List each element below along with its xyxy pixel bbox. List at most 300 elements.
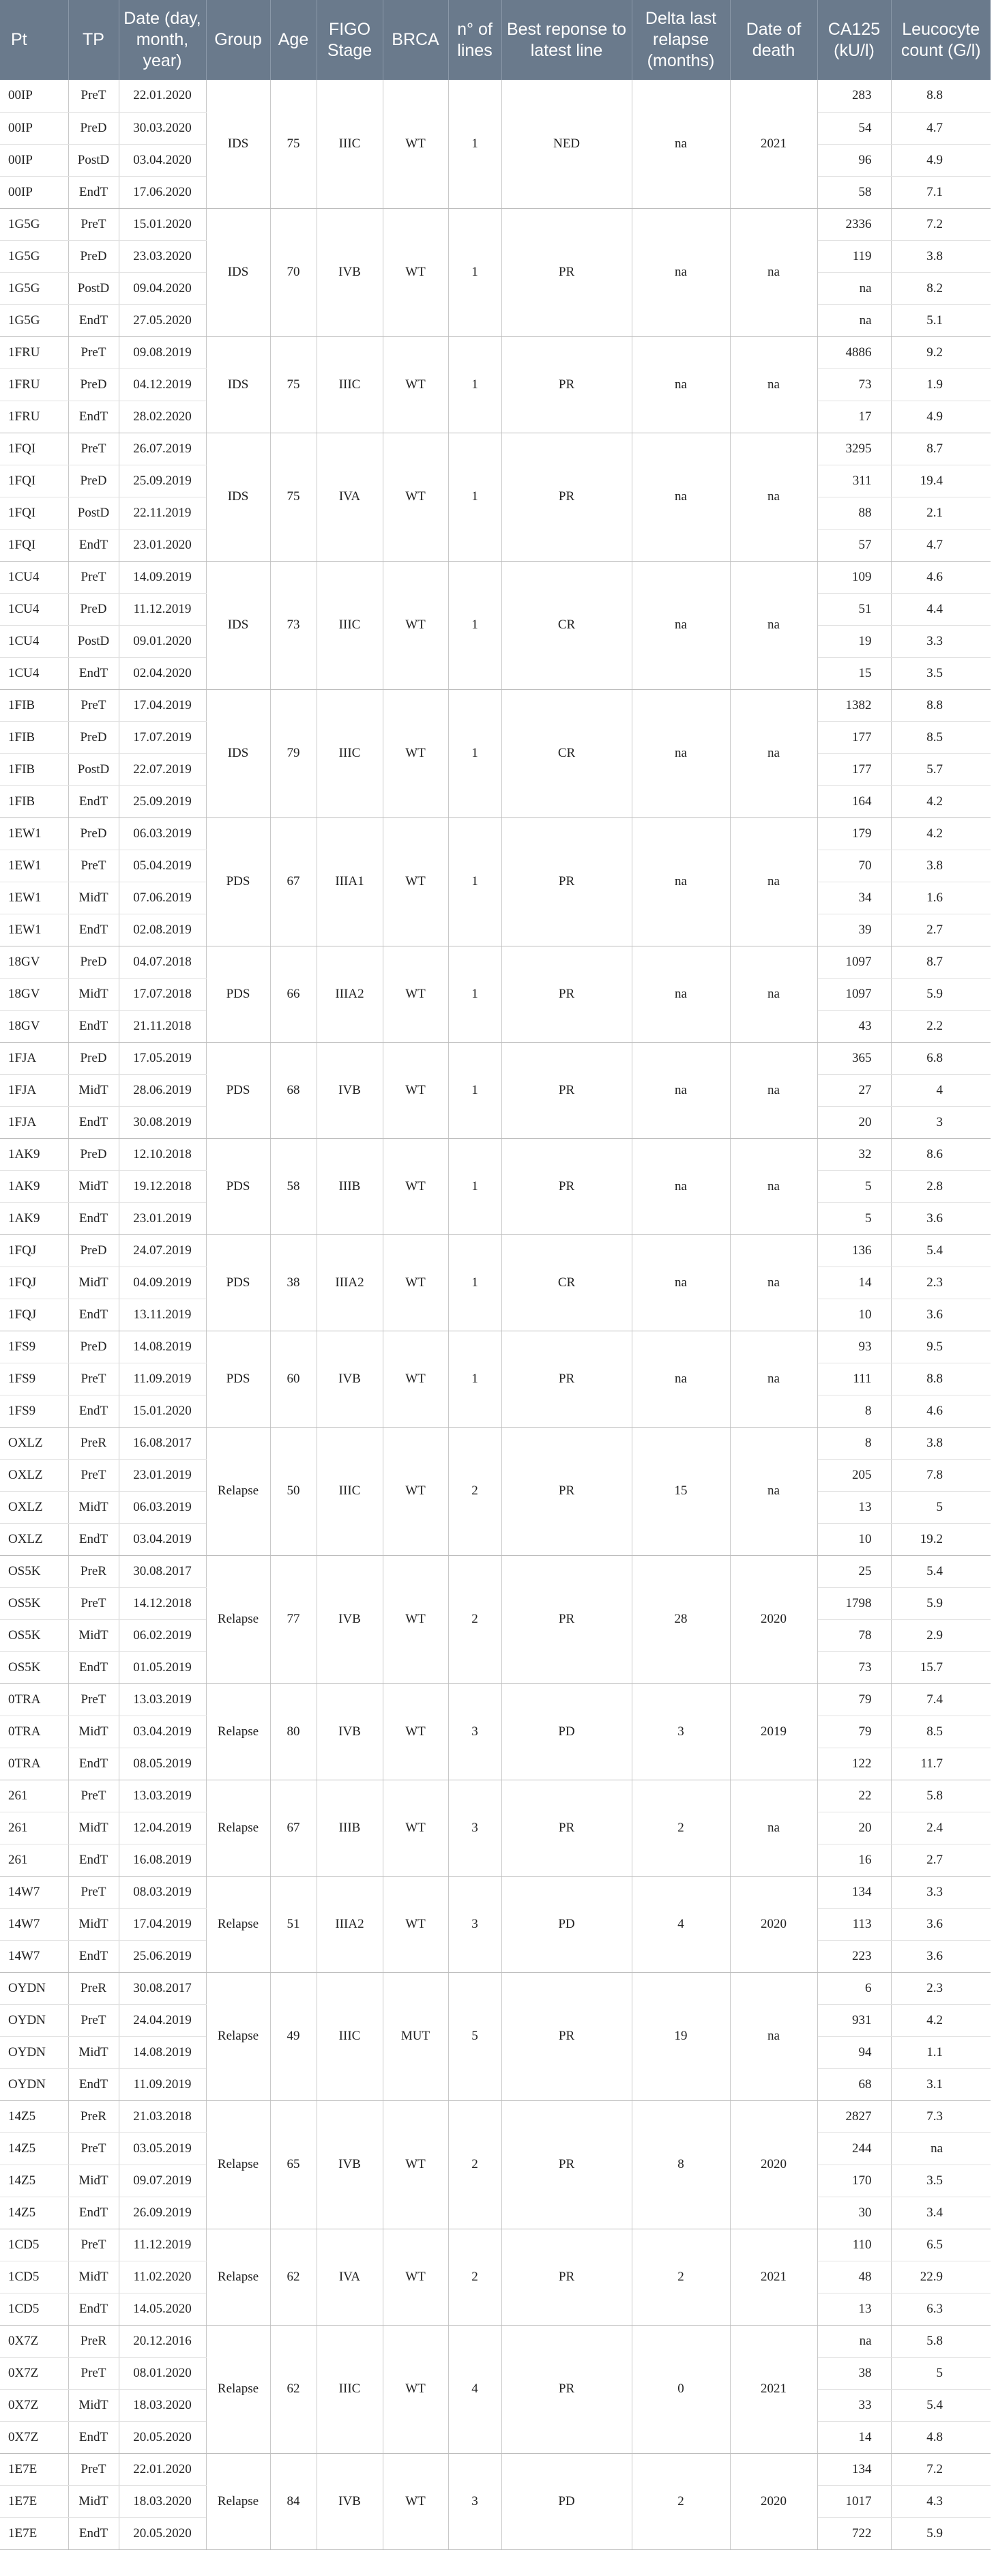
- best-response-cell: NED: [501, 80, 632, 208]
- leucocyte-cell: 4.4: [891, 593, 991, 625]
- date-cell: 22.01.2020: [119, 80, 206, 112]
- patient-id-cell: 1FRU: [0, 401, 68, 433]
- leucocyte-cell: 1.6: [891, 882, 991, 914]
- group-cell: Relapse: [206, 1876, 270, 1972]
- date-cell: 23.01.2019: [119, 1202, 206, 1234]
- best-response-cell: PR: [501, 2229, 632, 2325]
- ca125-cell: 14: [817, 2421, 891, 2453]
- ca125-cell: 73: [817, 1651, 891, 1683]
- figo-stage-cell: IIIA2: [317, 1234, 383, 1331]
- figo-stage-cell: IVB: [317, 2100, 383, 2229]
- date-cell: 17.06.2020: [119, 176, 206, 208]
- patient-id-cell: OS5K: [0, 1651, 68, 1683]
- timepoint-cell: EndT: [68, 1395, 119, 1427]
- age-cell: 62: [270, 2325, 317, 2453]
- patient-id-cell: OYDN: [0, 2004, 68, 2036]
- patient-id-cell: OXLZ: [0, 1459, 68, 1491]
- figo-stage-cell: IIIB: [317, 1780, 383, 1876]
- date-cell: 03.04.2019: [119, 1716, 206, 1748]
- brca-cell: MUT: [383, 1972, 448, 2100]
- patient-id-cell: 1E7E: [0, 2453, 68, 2485]
- ca125-cell: 283: [817, 80, 891, 112]
- patient-id-cell: OXLZ: [0, 1427, 68, 1459]
- patient-id-cell: 1FRU: [0, 336, 68, 368]
- best-response-cell: CR: [501, 689, 632, 817]
- leucocyte-cell: 2.7: [891, 1844, 991, 1876]
- timepoint-cell: EndT: [68, 2293, 119, 2325]
- patient-id-cell: 18GV: [0, 1010, 68, 1042]
- patient-id-cell: OS5K: [0, 1587, 68, 1619]
- leucocyte-cell: 4.7: [891, 112, 991, 144]
- timepoint-cell: PreD: [68, 368, 119, 401]
- leucocyte-cell: 3.3: [891, 625, 991, 657]
- best-response-cell: PR: [501, 336, 632, 433]
- ca125-cell: 1382: [817, 689, 891, 721]
- ca125-cell: 15: [817, 657, 891, 689]
- timepoint-cell: PreR: [68, 2325, 119, 2357]
- age-cell: 38: [270, 1234, 317, 1331]
- leucocyte-cell: 9.5: [891, 1331, 991, 1363]
- patient-id-cell: 1EW1: [0, 850, 68, 882]
- date-cell: 14.09.2019: [119, 561, 206, 593]
- lines-cell: 3: [448, 1876, 501, 1972]
- delta-relapse-cell: na: [632, 336, 730, 433]
- ca125-cell: 94: [817, 2036, 891, 2068]
- ca125-cell: 244: [817, 2132, 891, 2165]
- ca125-cell: 5: [817, 1170, 891, 1202]
- patient-id-cell: 1CU4: [0, 657, 68, 689]
- timepoint-cell: EndT: [68, 1651, 119, 1683]
- ca125-cell: 10: [817, 1299, 891, 1331]
- date-of-death-cell: na: [730, 1972, 817, 2100]
- date-cell: 28.02.2020: [119, 401, 206, 433]
- best-response-cell: PR: [501, 2325, 632, 2453]
- date-of-death-cell: na: [730, 433, 817, 561]
- ca125-cell: 113: [817, 1908, 891, 1940]
- brca-cell: WT: [383, 1555, 448, 1683]
- brca-cell: WT: [383, 208, 448, 336]
- age-cell: 62: [270, 2229, 317, 2325]
- date-cell: 28.06.2019: [119, 1074, 206, 1106]
- ca125-cell: 136: [817, 1234, 891, 1267]
- header-figo-stage: FIGO Stage: [317, 0, 383, 80]
- age-cell: 58: [270, 1138, 317, 1234]
- group-cell: Relapse: [206, 2453, 270, 2549]
- timepoint-cell: PreD: [68, 1331, 119, 1363]
- age-cell: 49: [270, 1972, 317, 2100]
- table-row: [0, 1780, 991, 1812]
- date-cell: 25.06.2019: [119, 1940, 206, 1972]
- timepoint-cell: PostD: [68, 497, 119, 529]
- header-brca: BRCA: [383, 0, 448, 80]
- ca125-cell: 19: [817, 625, 891, 657]
- ca125-cell: 5: [817, 1202, 891, 1234]
- patient-id-cell: 1EW1: [0, 914, 68, 946]
- leucocyte-cell: 1.9: [891, 368, 991, 401]
- ca125-cell: 33: [817, 2389, 891, 2421]
- leucocyte-cell: 5.8: [891, 1780, 991, 1812]
- delta-relapse-cell: na: [632, 80, 730, 208]
- group-cell: IDS: [206, 80, 270, 208]
- figo-stage-cell: IVB: [317, 1683, 383, 1780]
- patient-id-cell: 1FIB: [0, 721, 68, 753]
- patient-id-cell: 1FS9: [0, 1395, 68, 1427]
- patient-id-cell: 0X7Z: [0, 2421, 68, 2453]
- patient-id-cell: 0X7Z: [0, 2357, 68, 2389]
- ca125-cell: 13: [817, 1491, 891, 1523]
- timepoint-cell: EndT: [68, 2421, 119, 2453]
- patient-id-cell: 1CD5: [0, 2293, 68, 2325]
- ca125-cell: 1798: [817, 1587, 891, 1619]
- leucocyte-cell: 8.8: [891, 689, 991, 721]
- table-row: [0, 1683, 991, 1716]
- timepoint-cell: PreD: [68, 946, 119, 978]
- brca-cell: WT: [383, 561, 448, 689]
- brca-cell: WT: [383, 1780, 448, 1876]
- leucocyte-cell: 7.8: [891, 1459, 991, 1491]
- patient-id-cell: 1FIB: [0, 753, 68, 785]
- group-cell: PDS: [206, 817, 270, 946]
- date-cell: 02.08.2019: [119, 914, 206, 946]
- delta-relapse-cell: na: [632, 1234, 730, 1331]
- brca-cell: WT: [383, 1331, 448, 1427]
- date-cell: 27.05.2020: [119, 304, 206, 336]
- timepoint-cell: PreR: [68, 1555, 119, 1587]
- patient-id-cell: 1CU4: [0, 625, 68, 657]
- patient-id-cell: 1FQI: [0, 465, 68, 497]
- age-cell: 65: [270, 2100, 317, 2229]
- date-cell: 14.08.2019: [119, 1331, 206, 1363]
- patient-id-cell: 1G5G: [0, 240, 68, 272]
- timepoint-cell: EndT: [68, 2517, 119, 2549]
- table-row: [0, 817, 991, 850]
- ca125-cell: 14: [817, 1267, 891, 1299]
- date-cell: 11.12.2019: [119, 2229, 206, 2261]
- ca125-cell: 179: [817, 817, 891, 850]
- brca-cell: WT: [383, 817, 448, 946]
- date-cell: 12.04.2019: [119, 1812, 206, 1844]
- ca125-cell: 88: [817, 497, 891, 529]
- table-row: [0, 1972, 991, 2004]
- age-cell: 67: [270, 817, 317, 946]
- lines-cell: 2: [448, 1555, 501, 1683]
- patient-id-cell: OYDN: [0, 2036, 68, 2068]
- timepoint-cell: PreD: [68, 817, 119, 850]
- date-cell: 12.10.2018: [119, 1138, 206, 1170]
- leucocyte-cell: 3.3: [891, 1876, 991, 1908]
- patient-id-cell: 1FQJ: [0, 1267, 68, 1299]
- timepoint-cell: EndT: [68, 785, 119, 817]
- ca125-cell: 57: [817, 529, 891, 561]
- leucocyte-cell: 3.6: [891, 1908, 991, 1940]
- group-cell: PDS: [206, 1138, 270, 1234]
- timepoint-cell: PreT: [68, 1780, 119, 1812]
- date-cell: 14.12.2018: [119, 1587, 206, 1619]
- timepoint-cell: MidT: [68, 1908, 119, 1940]
- figo-stage-cell: IVB: [317, 208, 383, 336]
- patient-id-cell: 00IP: [0, 144, 68, 176]
- age-cell: 60: [270, 1331, 317, 1427]
- ca125-cell: 16: [817, 1844, 891, 1876]
- ca125-cell: 10: [817, 1523, 891, 1555]
- brca-cell: WT: [383, 2453, 448, 2549]
- timepoint-cell: PreD: [68, 721, 119, 753]
- date-cell: 24.04.2019: [119, 2004, 206, 2036]
- figo-stage-cell: IVB: [317, 2453, 383, 2549]
- date-cell: 13.03.2019: [119, 1683, 206, 1716]
- timepoint-cell: PreT: [68, 2357, 119, 2389]
- best-response-cell: PD: [501, 1876, 632, 1972]
- brca-cell: WT: [383, 433, 448, 561]
- header-delta-relapse: Delta last relapse (months): [632, 0, 730, 80]
- ca125-cell: 931: [817, 2004, 891, 2036]
- date-cell: 26.07.2019: [119, 433, 206, 465]
- date-cell: 01.05.2019: [119, 1651, 206, 1683]
- timepoint-cell: MidT: [68, 1619, 119, 1651]
- ca125-cell: 93: [817, 1331, 891, 1363]
- delta-relapse-cell: 3: [632, 1683, 730, 1780]
- ca125-cell: 8: [817, 1427, 891, 1459]
- ca125-cell: 43: [817, 1010, 891, 1042]
- leucocyte-cell: 2.1: [891, 497, 991, 529]
- date-cell: 18.03.2020: [119, 2389, 206, 2421]
- date-of-death-cell: na: [730, 1427, 817, 1555]
- leucocyte-cell: 5.8: [891, 2325, 991, 2357]
- date-of-death-cell: na: [730, 336, 817, 433]
- date-cell: 07.06.2019: [119, 882, 206, 914]
- best-response-cell: PR: [501, 1042, 632, 1138]
- timepoint-cell: PreR: [68, 1972, 119, 2004]
- group-cell: IDS: [206, 561, 270, 689]
- header-lines: n° of lines: [448, 0, 501, 80]
- patient-id-cell: 1FIB: [0, 689, 68, 721]
- patient-id-cell: 14Z5: [0, 2197, 68, 2229]
- best-response-cell: PD: [501, 1683, 632, 1780]
- best-response-cell: PR: [501, 817, 632, 946]
- patient-id-cell: 1FJA: [0, 1042, 68, 1074]
- timepoint-cell: EndT: [68, 1748, 119, 1780]
- timepoint-cell: EndT: [68, 2197, 119, 2229]
- date-cell: 18.03.2020: [119, 2485, 206, 2517]
- patient-id-cell: 1FJA: [0, 1106, 68, 1138]
- ca125-cell: 68: [817, 2068, 891, 2100]
- group-cell: Relapse: [206, 1780, 270, 1876]
- ca125-cell: 134: [817, 1876, 891, 1908]
- patient-id-cell: OS5K: [0, 1619, 68, 1651]
- figo-stage-cell: IIIA1: [317, 817, 383, 946]
- patient-id-cell: 00IP: [0, 112, 68, 144]
- delta-relapse-cell: na: [632, 561, 730, 689]
- date-cell: 15.01.2020: [119, 1395, 206, 1427]
- leucocyte-cell: 4.2: [891, 785, 991, 817]
- delta-relapse-cell: na: [632, 1042, 730, 1138]
- leucocyte-cell: 1.1: [891, 2036, 991, 2068]
- group-cell: IDS: [206, 689, 270, 817]
- timepoint-cell: PostD: [68, 272, 119, 304]
- patient-id-cell: 1FQJ: [0, 1299, 68, 1331]
- table-row: [0, 689, 991, 721]
- date-cell: 17.05.2019: [119, 1042, 206, 1074]
- patient-id-cell: 1EW1: [0, 817, 68, 850]
- ca125-cell: na: [817, 272, 891, 304]
- timepoint-cell: MidT: [68, 2165, 119, 2197]
- figo-stage-cell: IIIC: [317, 336, 383, 433]
- date-of-death-cell: 2021: [730, 2325, 817, 2453]
- timepoint-cell: PreD: [68, 593, 119, 625]
- patient-id-cell: 1FJA: [0, 1074, 68, 1106]
- date-of-death-cell: 2019: [730, 1683, 817, 1780]
- group-cell: PDS: [206, 946, 270, 1042]
- leucocyte-cell: 3.6: [891, 1202, 991, 1234]
- age-cell: 84: [270, 2453, 317, 2549]
- brca-cell: WT: [383, 1876, 448, 1972]
- timepoint-cell: PreT: [68, 2004, 119, 2036]
- date-cell: 30.03.2020: [119, 112, 206, 144]
- ca125-cell: 17: [817, 401, 891, 433]
- delta-relapse-cell: na: [632, 1331, 730, 1427]
- date-of-death-cell: na: [730, 1138, 817, 1234]
- header-date-of-death: Date of death: [730, 0, 817, 80]
- date-of-death-cell: na: [730, 208, 817, 336]
- leucocyte-cell: 6.5: [891, 2229, 991, 2261]
- leucocyte-cell: 5.9: [891, 2517, 991, 2549]
- patient-id-cell: OXLZ: [0, 1523, 68, 1555]
- leucocyte-cell: 11.7: [891, 1748, 991, 1780]
- date-of-death-cell: 2020: [730, 1876, 817, 1972]
- patient-id-cell: 1FQJ: [0, 1234, 68, 1267]
- leucocyte-cell: 8.2: [891, 272, 991, 304]
- leucocyte-cell: 7.1: [891, 176, 991, 208]
- timepoint-cell: EndT: [68, 2068, 119, 2100]
- group-cell: IDS: [206, 208, 270, 336]
- leucocyte-cell: 4.7: [891, 529, 991, 561]
- table-row: [0, 1427, 991, 1459]
- leucocyte-cell: 2.7: [891, 914, 991, 946]
- ca125-cell: 51: [817, 593, 891, 625]
- delta-relapse-cell: 19: [632, 1972, 730, 2100]
- leucocyte-cell: 5.9: [891, 978, 991, 1010]
- date-cell: 14.08.2019: [119, 2036, 206, 2068]
- leucocyte-cell: 9.2: [891, 336, 991, 368]
- patient-id-cell: 261: [0, 1780, 68, 1812]
- leucocyte-cell: 19.2: [891, 1523, 991, 1555]
- date-cell: 26.09.2019: [119, 2197, 206, 2229]
- leucocyte-cell: 2.4: [891, 1812, 991, 1844]
- patient-id-cell: OS5K: [0, 1555, 68, 1587]
- ca125-cell: 110: [817, 2229, 891, 2261]
- date-cell: 11.12.2019: [119, 593, 206, 625]
- delta-relapse-cell: na: [632, 433, 730, 561]
- header-ca125: CA125 (kU/l): [817, 0, 891, 80]
- timepoint-cell: PreT: [68, 850, 119, 882]
- ca125-cell: 78: [817, 1619, 891, 1651]
- figo-stage-cell: IVB: [317, 1331, 383, 1427]
- date-of-death-cell: na: [730, 561, 817, 689]
- date-of-death-cell: 2021: [730, 2229, 817, 2325]
- figo-stage-cell: IIIC: [317, 1427, 383, 1555]
- date-cell: 13.11.2019: [119, 1299, 206, 1331]
- timepoint-cell: PreT: [68, 80, 119, 112]
- ca125-cell: 111: [817, 1363, 891, 1395]
- leucocyte-cell: 4.9: [891, 144, 991, 176]
- table-row: [0, 1234, 991, 1267]
- timepoint-cell: MidT: [68, 2036, 119, 2068]
- ca125-cell: 96: [817, 144, 891, 176]
- table-row: [0, 2229, 991, 2261]
- date-cell: 06.03.2019: [119, 1491, 206, 1523]
- lines-cell: 1: [448, 817, 501, 946]
- timepoint-cell: EndT: [68, 1010, 119, 1042]
- leucocyte-cell: 7.2: [891, 208, 991, 240]
- lines-cell: 1: [448, 561, 501, 689]
- lines-cell: 1: [448, 1234, 501, 1331]
- delta-relapse-cell: na: [632, 1138, 730, 1234]
- table-row: [0, 80, 991, 112]
- leucocyte-cell: 8.7: [891, 946, 991, 978]
- age-cell: 50: [270, 1427, 317, 1555]
- date-cell: 05.04.2019: [119, 850, 206, 882]
- patient-id-cell: 1FS9: [0, 1363, 68, 1395]
- lines-cell: 2: [448, 2229, 501, 2325]
- group-cell: IDS: [206, 433, 270, 561]
- delta-relapse-cell: 2: [632, 2229, 730, 2325]
- patient-id-cell: 18GV: [0, 978, 68, 1010]
- lines-cell: 2: [448, 1427, 501, 1555]
- date-cell: 30.08.2017: [119, 1555, 206, 1587]
- leucocyte-cell: 7.3: [891, 2100, 991, 2132]
- leucocyte-cell: 2.3: [891, 1267, 991, 1299]
- ca125-cell: 177: [817, 753, 891, 785]
- ca125-cell: 54: [817, 112, 891, 144]
- brca-cell: WT: [383, 2229, 448, 2325]
- leucocyte-cell: 7.2: [891, 2453, 991, 2485]
- ca125-cell: 13: [817, 2293, 891, 2325]
- ca125-cell: 109: [817, 561, 891, 593]
- figo-stage-cell: IVA: [317, 433, 383, 561]
- leucocyte-cell: 3.6: [891, 1299, 991, 1331]
- timepoint-cell: PostD: [68, 753, 119, 785]
- leucocyte-cell: 3.4: [891, 2197, 991, 2229]
- timepoint-cell: EndT: [68, 1106, 119, 1138]
- brca-cell: WT: [383, 336, 448, 433]
- lines-cell: 3: [448, 2453, 501, 2549]
- delta-relapse-cell: 28: [632, 1555, 730, 1683]
- patient-id-cell: 1G5G: [0, 304, 68, 336]
- timepoint-cell: MidT: [68, 1074, 119, 1106]
- patient-id-cell: 1E7E: [0, 2517, 68, 2549]
- table-row: [0, 946, 991, 978]
- patient-id-cell: 00IP: [0, 80, 68, 112]
- lines-cell: 1: [448, 1042, 501, 1138]
- date-cell: 09.08.2019: [119, 336, 206, 368]
- brca-cell: WT: [383, 1683, 448, 1780]
- timepoint-cell: PreD: [68, 1138, 119, 1170]
- ca125-cell: 79: [817, 1716, 891, 1748]
- leucocyte-cell: 8.7: [891, 433, 991, 465]
- ca125-cell: 4886: [817, 336, 891, 368]
- date-cell: 30.08.2019: [119, 1106, 206, 1138]
- date-of-death-cell: na: [730, 1780, 817, 1876]
- timepoint-cell: PreR: [68, 1427, 119, 1459]
- lines-cell: 3: [448, 1683, 501, 1780]
- table-row: [0, 208, 991, 240]
- date-cell: 24.07.2019: [119, 1234, 206, 1267]
- lines-cell: 1: [448, 433, 501, 561]
- timepoint-cell: PreT: [68, 2453, 119, 2485]
- date-cell: 16.08.2019: [119, 1844, 206, 1876]
- date-cell: 17.07.2018: [119, 978, 206, 1010]
- date-cell: 25.09.2019: [119, 465, 206, 497]
